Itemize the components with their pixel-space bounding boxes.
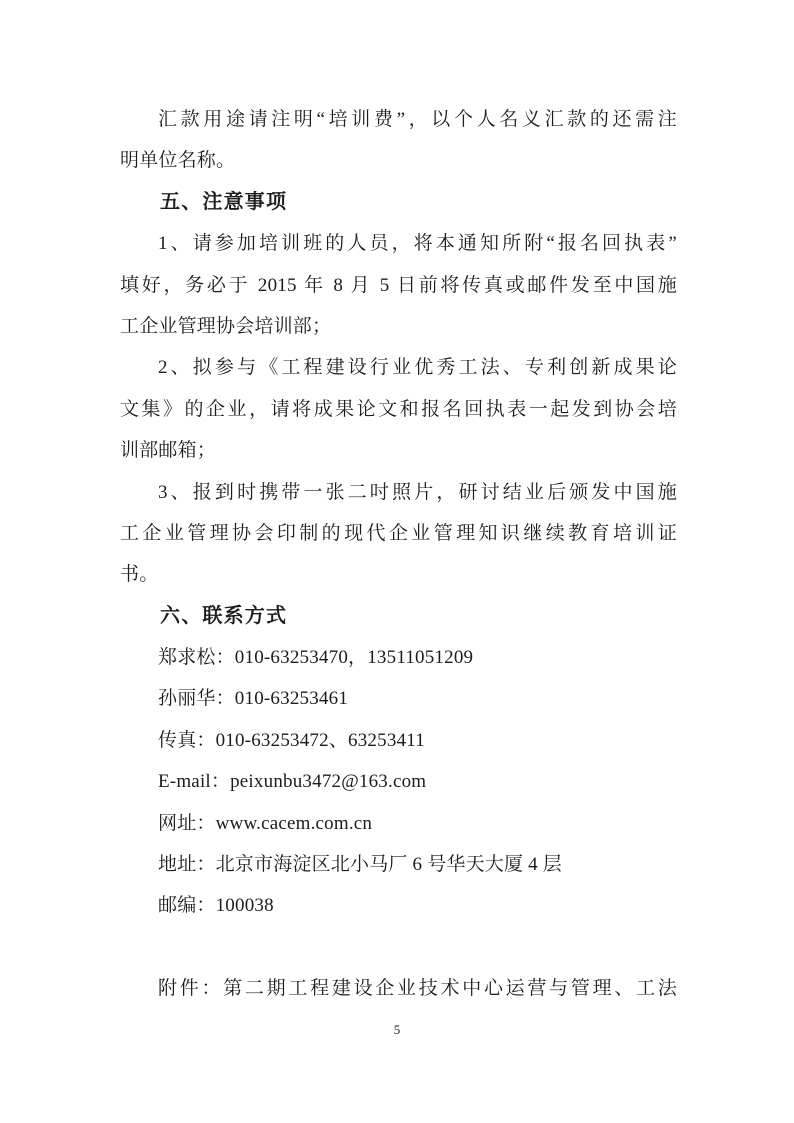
note-item-1-line-2: 填好，务必于 2015 年 8 月 5 日前将传真或邮件发至中国施 bbox=[120, 274, 677, 296]
note-item-1-line-1: 1、请参加培训班的人员，将本通知所附“报名回执表” bbox=[158, 233, 677, 255]
note-item-2-line-3: 训部邮箱； bbox=[120, 440, 217, 462]
attachment-line: 附件：第二期工程建设企业技术中心运营与管理、工法 bbox=[158, 978, 677, 1000]
note-item-3-line-1: 3、报到时携带一张二吋照片，研讨结业后颁发中国施 bbox=[158, 481, 677, 503]
section-heading-5: 五、注意事项 bbox=[160, 190, 288, 213]
blank-line bbox=[120, 927, 677, 968]
contact-fax: 传真：010-63253472、63253411 bbox=[158, 729, 425, 751]
para-remittance-line-2: 明单位名称。 bbox=[120, 150, 236, 172]
note-item-2-line-1: 2、拟参与《工程建设行业优秀工法、专利创新成果论 bbox=[158, 357, 677, 379]
note-item-3-line-3: 书。 bbox=[120, 564, 159, 586]
contact-zhengqiusong: 郑求松：010-63253470，13511051209 bbox=[158, 647, 474, 669]
contact-postcode: 邮编：100038 bbox=[158, 895, 274, 917]
contact-email: E-mail：peixunbu3472@163.com bbox=[158, 771, 427, 793]
page-number: 5 bbox=[393, 1022, 401, 1037]
document-body bbox=[120, 99, 677, 1010]
contact-address: 地址：北京市海淀区北小马厂 6 号华天大厦 4 层 bbox=[158, 854, 563, 876]
contact-website: 网址：www.cacem.com.cn bbox=[158, 812, 373, 834]
note-item-1-line-3: 工企业管理协会培训部； bbox=[120, 315, 332, 337]
para-remittance-line-1: 汇款用途请注明“培训费”，以个人名义汇款的还需注 bbox=[158, 109, 677, 130]
contact-sunlihua: 孙丽华：010-63253461 bbox=[158, 688, 349, 710]
section-heading-6: 六、联系方式 bbox=[160, 604, 288, 627]
note-item-3-line-2: 工企业管理协会印制的现代企业管理知识继续教育培训证 bbox=[120, 522, 677, 544]
note-item-2-line-2: 文集》的企业，请将成果论文和报名回执表一起发到协会培 bbox=[120, 398, 677, 420]
